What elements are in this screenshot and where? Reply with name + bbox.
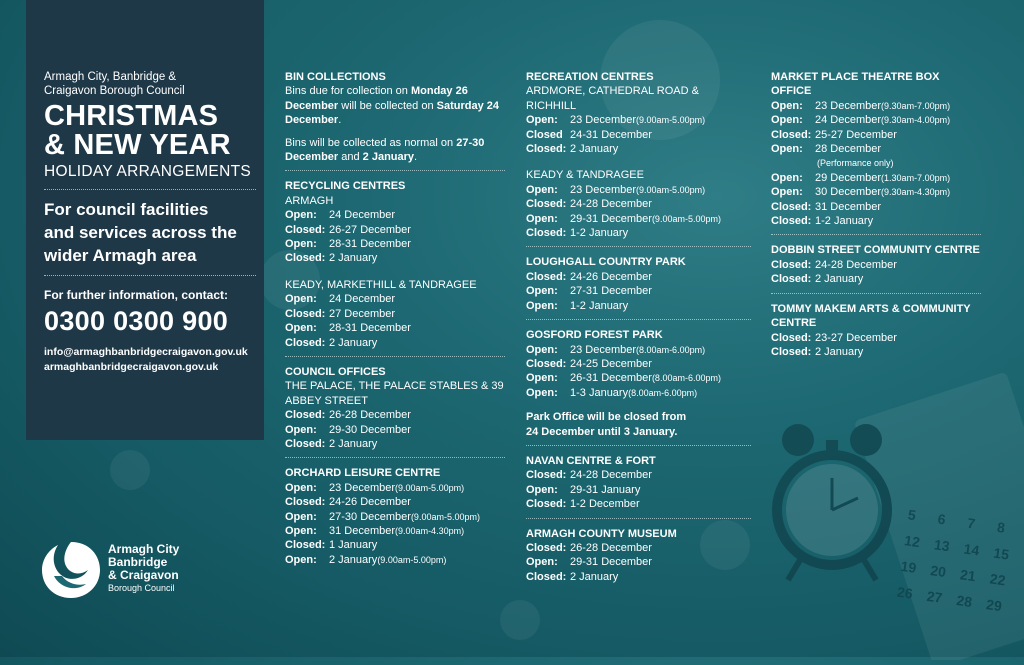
schedule-row bbox=[526, 270, 751, 284]
status-label: Open: bbox=[526, 285, 558, 298]
section-subtitle: KEADY, MARKETHILL & TANDRAGEE bbox=[285, 278, 477, 291]
tagline-line: and services across the bbox=[44, 223, 237, 242]
schedule-date: 1-3 January bbox=[570, 386, 629, 399]
calendar-number: 7 bbox=[966, 514, 977, 532]
calendar-number: 28 bbox=[955, 592, 974, 611]
divider bbox=[526, 319, 751, 320]
section bbox=[526, 255, 751, 313]
schedule-row bbox=[526, 212, 751, 226]
schedule-hours: (9.00am-5.00pm) bbox=[636, 184, 706, 195]
status-label: Open: bbox=[285, 510, 317, 523]
schedule-row bbox=[285, 437, 505, 451]
section bbox=[771, 70, 981, 228]
section-subtitle: ARMAGH bbox=[285, 194, 334, 207]
council-name-line: Craigavon Borough Council bbox=[44, 85, 185, 97]
schedule-date: 27-31 December bbox=[570, 285, 652, 298]
schedule-date: 23 December bbox=[815, 99, 882, 112]
status-label: Open: bbox=[526, 343, 558, 356]
status-label: Open: bbox=[771, 143, 803, 156]
status-label: Closed: bbox=[771, 128, 812, 141]
park-office-note bbox=[526, 410, 751, 439]
section-title: BIN COLLECTIONS bbox=[285, 71, 386, 83]
status-label: Closed: bbox=[285, 252, 326, 265]
text: will be collected on bbox=[338, 99, 437, 112]
schedule-hours: (9.00am-5.00pm) bbox=[395, 482, 465, 493]
status-label: Closed: bbox=[526, 570, 567, 583]
schedule-date: 2 January bbox=[329, 336, 378, 349]
schedule-date: 29-31 December bbox=[570, 212, 652, 225]
status-label: Open: bbox=[526, 183, 558, 196]
schedule-row bbox=[285, 553, 505, 567]
calendar-number: 21 bbox=[959, 566, 977, 585]
status-label: Closed: bbox=[526, 541, 567, 554]
section-subtitle: ARDMORE, CATHEDRAL ROAD & RICHHILL bbox=[526, 85, 699, 112]
text: and bbox=[338, 151, 363, 164]
contact-label: For further information, contact: bbox=[44, 288, 228, 302]
status-label: Open: bbox=[771, 171, 803, 184]
status-label: Closed: bbox=[526, 498, 567, 511]
status-label: Open: bbox=[771, 99, 803, 112]
tagline-line: For council facilities bbox=[44, 200, 209, 219]
bins-paragraph-2 bbox=[285, 136, 505, 165]
section-subtitle: THE PALACE, THE PALACE STABLES & 39 ABBEY STREET bbox=[285, 380, 504, 407]
schedule-date: 2 January bbox=[329, 437, 378, 450]
schedule-row bbox=[771, 200, 981, 214]
background-bokeh bbox=[110, 450, 150, 490]
status-label: Closed: bbox=[526, 227, 567, 240]
schedule-hours: (9.00am-5.00pm) bbox=[377, 554, 447, 565]
website-link[interactable]: armaghbanbridgecraigavon.gov.uk bbox=[44, 361, 219, 373]
schedule-row bbox=[526, 113, 751, 127]
schedule-row bbox=[285, 481, 505, 495]
schedule-row bbox=[771, 214, 981, 228]
column-2-sections bbox=[526, 70, 751, 584]
schedule-date: 29-31 January bbox=[570, 483, 641, 496]
schedule-row bbox=[526, 299, 751, 313]
note-line: Park Office will be closed from bbox=[526, 411, 687, 424]
divider bbox=[44, 275, 256, 276]
text-bold: 27-30 December bbox=[285, 136, 485, 164]
schedule-date: 30 December bbox=[815, 186, 882, 199]
status-label: Closed: bbox=[285, 539, 326, 552]
schedule-row bbox=[771, 142, 981, 156]
status-label: Closed: bbox=[771, 331, 812, 344]
contact-details bbox=[44, 345, 256, 375]
calendar-number: 5 bbox=[906, 506, 917, 524]
text-bold: Saturday 24 December bbox=[285, 99, 500, 127]
divider bbox=[285, 457, 505, 458]
logo-line: Borough Council bbox=[108, 583, 175, 593]
schedule-hours: (9.30am-4.30pm) bbox=[881, 187, 951, 198]
calendar-number: 12 bbox=[903, 532, 921, 551]
schedule-row bbox=[771, 258, 981, 272]
divider bbox=[526, 246, 751, 247]
schedule-date: 28-31 December bbox=[329, 238, 411, 251]
logo-line: Banbridge bbox=[108, 555, 168, 569]
schedule-hours: (8.00am-6.00pm) bbox=[636, 344, 706, 355]
status-label: Open: bbox=[285, 293, 317, 306]
schedule-row bbox=[285, 538, 505, 552]
schedule-row bbox=[285, 223, 505, 237]
schedule-row bbox=[771, 99, 981, 113]
schedule-date: 26-31 December bbox=[570, 372, 652, 385]
schedule-date: 29-30 December bbox=[329, 423, 411, 436]
calendar-number: 13 bbox=[933, 536, 951, 555]
schedule-date: 23-27 December bbox=[815, 331, 897, 344]
status-label: Closed: bbox=[771, 345, 812, 358]
calendar-number: 20 bbox=[929, 562, 948, 581]
schedule-date: 26-28 December bbox=[329, 409, 411, 422]
logo-text bbox=[108, 543, 179, 595]
section-title: GOSFORD FOREST PARK bbox=[526, 329, 663, 342]
status-label: Closed: bbox=[771, 215, 812, 228]
section-title: TOMMY MAKEM ARTS & COMMUNITY CENTRE bbox=[771, 302, 971, 330]
council-name bbox=[44, 70, 256, 98]
schedule-row bbox=[285, 510, 505, 524]
schedule-hours: (9.30am-7.00pm) bbox=[881, 100, 951, 111]
schedule-date: 1-2 January bbox=[815, 215, 874, 228]
tagline bbox=[44, 198, 256, 267]
status-label: Closed: bbox=[526, 357, 567, 370]
schedule-date: 31 December bbox=[815, 200, 882, 213]
text-bold: Monday 26 December bbox=[285, 85, 468, 112]
schedule-date: 24-31 December bbox=[570, 128, 652, 141]
section bbox=[285, 466, 505, 567]
section-title: COUNCIL OFFICES bbox=[285, 365, 386, 378]
divider bbox=[526, 445, 751, 446]
schedule-row bbox=[526, 570, 751, 584]
schedule-date: 31 December bbox=[329, 524, 396, 537]
section-title: RECYCLING CENTRES bbox=[285, 180, 406, 193]
schedule-date: 27 December bbox=[329, 307, 396, 320]
phone-number[interactable]: 0300 0300 900 bbox=[44, 306, 229, 336]
section bbox=[526, 168, 751, 240]
section-title: RECREATION CENTRES bbox=[526, 71, 654, 83]
schedule-row bbox=[526, 197, 751, 211]
schedule-date: 2 January bbox=[570, 143, 619, 156]
logo-icon bbox=[40, 540, 102, 600]
section-subtitle: KEADY & TANDRAGEE bbox=[526, 169, 644, 182]
schedule-hours: (9.00am-5.00pm) bbox=[636, 115, 706, 126]
schedule-date: 29-31 December bbox=[570, 556, 652, 569]
text: Bins will be collected as normal on bbox=[285, 136, 457, 149]
divider bbox=[285, 356, 505, 357]
schedule-row bbox=[526, 357, 751, 371]
status-label: Closed: bbox=[526, 270, 567, 283]
schedule-row bbox=[285, 208, 505, 222]
divider bbox=[771, 293, 981, 294]
email-link[interactable]: info@armaghbanbridgecraigavon.gov.uk bbox=[44, 346, 248, 358]
calendar-number: 19 bbox=[899, 557, 918, 576]
page-subtitle: HOLIDAY ARRANGEMENTS bbox=[44, 163, 251, 180]
schedule-date: 24-28 December bbox=[570, 469, 652, 482]
section bbox=[285, 179, 505, 265]
schedule-row bbox=[285, 251, 505, 265]
status-label: Open: bbox=[771, 186, 803, 199]
schedule-row bbox=[771, 345, 981, 359]
status-label: Closed: bbox=[285, 409, 326, 422]
status-label: Open: bbox=[771, 114, 803, 127]
status-label: Open: bbox=[285, 322, 317, 335]
schedule-date: 24-25 December bbox=[570, 357, 652, 370]
section bbox=[526, 454, 751, 512]
schedule-row bbox=[771, 113, 981, 127]
schedule-date: 23 December bbox=[329, 481, 396, 494]
section bbox=[526, 328, 751, 439]
schedule-date: 24-28 December bbox=[815, 258, 897, 271]
schedule-date: 26-28 December bbox=[570, 541, 652, 554]
section-title: LOUGHGALL COUNTRY PARK bbox=[526, 256, 686, 269]
section bbox=[285, 365, 505, 451]
status-label: Open: bbox=[285, 238, 317, 251]
schedule-row bbox=[526, 343, 751, 357]
schedule-row bbox=[771, 171, 981, 185]
section bbox=[771, 243, 981, 286]
background-bokeh bbox=[500, 600, 540, 640]
status-label: Open: bbox=[285, 524, 317, 537]
schedule-row bbox=[771, 185, 981, 199]
status-label: Open: bbox=[285, 209, 317, 222]
schedule-date: 1-2 December bbox=[570, 498, 640, 511]
schedule-row bbox=[285, 524, 505, 538]
calendar-number: 8 bbox=[996, 518, 1007, 536]
status-label: Open: bbox=[526, 212, 558, 225]
calendar-number: 26 bbox=[896, 583, 914, 602]
schedule-date: 24 December bbox=[815, 114, 882, 127]
schedule-date: 28 December bbox=[815, 143, 882, 156]
schedule-row bbox=[526, 555, 751, 569]
divider bbox=[771, 234, 981, 235]
status-label: Closed: bbox=[526, 469, 567, 482]
status-label: Closed: bbox=[285, 437, 326, 450]
page-title bbox=[44, 102, 256, 160]
schedule-date: 2 January bbox=[329, 553, 378, 566]
calendar-numbers bbox=[896, 506, 1024, 617]
alarm-clock-icon bbox=[770, 370, 1024, 660]
schedule-row bbox=[526, 483, 751, 497]
schedule-date: 26-27 December bbox=[329, 223, 411, 236]
schedule-row bbox=[526, 371, 751, 385]
schedule-row bbox=[526, 541, 751, 555]
schedule-date: 23 December bbox=[570, 183, 637, 196]
schedule-row bbox=[285, 408, 505, 422]
status-label: Closed: bbox=[285, 307, 326, 320]
schedule-row bbox=[771, 128, 981, 142]
logo-line: Armagh City bbox=[108, 542, 180, 556]
title-line: CHRISTMAS bbox=[44, 100, 219, 132]
calendar-number: 14 bbox=[962, 540, 981, 559]
logo-line: & Craigavon bbox=[108, 568, 179, 582]
schedule-row bbox=[526, 128, 751, 142]
text-bold: 2 January bbox=[362, 151, 415, 164]
schedule-hours: (9.00am-5.00pm) bbox=[410, 511, 480, 522]
section-title: ARMAGH COUNTY MUSEUM bbox=[526, 527, 677, 540]
column-1-sections bbox=[285, 179, 505, 567]
schedule-hours: (9.00am-5.00pm) bbox=[651, 213, 721, 224]
schedule-hours: (8.00am-6.00pm) bbox=[628, 387, 698, 398]
divider bbox=[44, 189, 256, 190]
schedule-row bbox=[285, 292, 505, 306]
schedule-date: 29 December bbox=[815, 171, 882, 184]
status-label: Open: bbox=[285, 553, 317, 566]
status-label: Closed: bbox=[771, 200, 812, 213]
schedule-date: 2 January bbox=[815, 345, 864, 358]
calendar-number: 29 bbox=[985, 596, 1003, 615]
bin-collections-section bbox=[285, 70, 505, 164]
schedule-row bbox=[526, 226, 751, 240]
council-name-line: Armagh City, Banbridge & bbox=[44, 71, 177, 83]
status-label: Open: bbox=[526, 556, 558, 569]
schedule-date: 25-27 December bbox=[815, 128, 897, 141]
schedule-row bbox=[771, 272, 981, 286]
section-title: NAVAN CENTRE & FORT bbox=[526, 454, 656, 467]
status-label: Closed: bbox=[285, 336, 326, 349]
schedule-date: 28-31 December bbox=[329, 322, 411, 335]
status-label: Open: bbox=[526, 483, 558, 496]
status-label: Open: bbox=[526, 386, 558, 399]
status-label: Closed: bbox=[771, 258, 812, 271]
header-panel bbox=[26, 0, 264, 440]
calendar-number: 6 bbox=[936, 510, 947, 528]
status-label: Open: bbox=[526, 114, 558, 127]
schedule-hours: (8.00am-6.00pm) bbox=[651, 373, 721, 384]
divider bbox=[285, 170, 505, 171]
status-label: Closed: bbox=[285, 223, 326, 236]
note-line: 24 December until 3 January. bbox=[526, 425, 678, 438]
status-label: Open: bbox=[285, 423, 317, 436]
schedule-date: 24-28 December bbox=[570, 198, 652, 211]
schedule-date: 2 January bbox=[329, 252, 378, 265]
schedule-hours: (9.30am-4.00pm) bbox=[881, 115, 951, 126]
section-title: MARKET PLACE THEATRE BOX OFFICE bbox=[771, 71, 940, 98]
status-label: Open: bbox=[285, 481, 317, 494]
schedule-row bbox=[526, 183, 751, 197]
hours-note: (Performance only) bbox=[817, 158, 894, 169]
section-title: ORCHARD LEISURE CENTRE bbox=[285, 467, 441, 480]
schedule-row bbox=[285, 495, 505, 509]
status-label: Open: bbox=[526, 299, 558, 312]
schedule-date: 24-26 December bbox=[570, 270, 652, 283]
text: . bbox=[338, 114, 342, 127]
schedule-row bbox=[285, 237, 505, 251]
schedule-row bbox=[285, 336, 505, 350]
schedule-date: 2 January bbox=[815, 273, 864, 286]
section-title: DOBBIN STREET COMMUNITY CENTRE bbox=[771, 244, 980, 257]
schedule-date: 27-30 December bbox=[329, 510, 411, 523]
status-label: Open: bbox=[526, 372, 558, 385]
schedule-date: 1-2 January bbox=[570, 227, 629, 240]
calendar-number: 27 bbox=[925, 587, 944, 606]
schedule-row bbox=[526, 497, 751, 511]
title-line: & NEW YEAR bbox=[44, 129, 231, 161]
bins-paragraph-1 bbox=[285, 84, 505, 127]
schedule-date: 1 January bbox=[329, 539, 378, 552]
status-label: Closed bbox=[526, 128, 563, 141]
council-logo bbox=[40, 540, 210, 600]
column-2 bbox=[526, 70, 751, 590]
schedule-date: 23 December bbox=[570, 343, 637, 356]
status-label: Closed: bbox=[771, 273, 812, 286]
column-3-sections bbox=[771, 70, 981, 359]
text: Bins due for collection on bbox=[285, 85, 411, 98]
schedule-row bbox=[285, 423, 505, 437]
status-label: Closed: bbox=[526, 198, 567, 211]
schedule-row bbox=[526, 468, 751, 482]
section bbox=[285, 278, 505, 350]
section bbox=[526, 70, 751, 156]
status-label: Closed: bbox=[526, 143, 567, 156]
schedule-date: 2 January bbox=[570, 570, 619, 583]
schedule-date: 24 December bbox=[329, 293, 396, 306]
schedule-row bbox=[285, 307, 505, 321]
schedule-row bbox=[526, 386, 751, 400]
status-label: Closed: bbox=[285, 496, 326, 509]
column-3 bbox=[771, 70, 981, 365]
schedule-row bbox=[526, 142, 751, 156]
schedule-row bbox=[285, 321, 505, 335]
schedule-row bbox=[526, 284, 751, 298]
clock-calendar-illustration bbox=[770, 370, 1024, 660]
column-1 bbox=[285, 70, 505, 573]
section bbox=[526, 527, 751, 585]
schedule-date: 24-26 December bbox=[329, 496, 411, 509]
calendar-number: 15 bbox=[992, 544, 1011, 563]
schedule-hours: (9.00am-4.30pm) bbox=[395, 525, 465, 536]
tagline-line: wider Armagh area bbox=[44, 246, 197, 265]
schedule-row bbox=[771, 331, 981, 345]
section bbox=[771, 302, 981, 360]
schedule-date: 23 December bbox=[570, 114, 637, 127]
text: . bbox=[414, 151, 418, 164]
calendar-number: 22 bbox=[988, 570, 1007, 589]
divider bbox=[526, 518, 751, 519]
schedule-hours: (1.30am-7.00pm) bbox=[881, 172, 951, 183]
schedule-date: 1-2 January bbox=[570, 299, 629, 312]
schedule-date: 24 December bbox=[329, 209, 396, 222]
